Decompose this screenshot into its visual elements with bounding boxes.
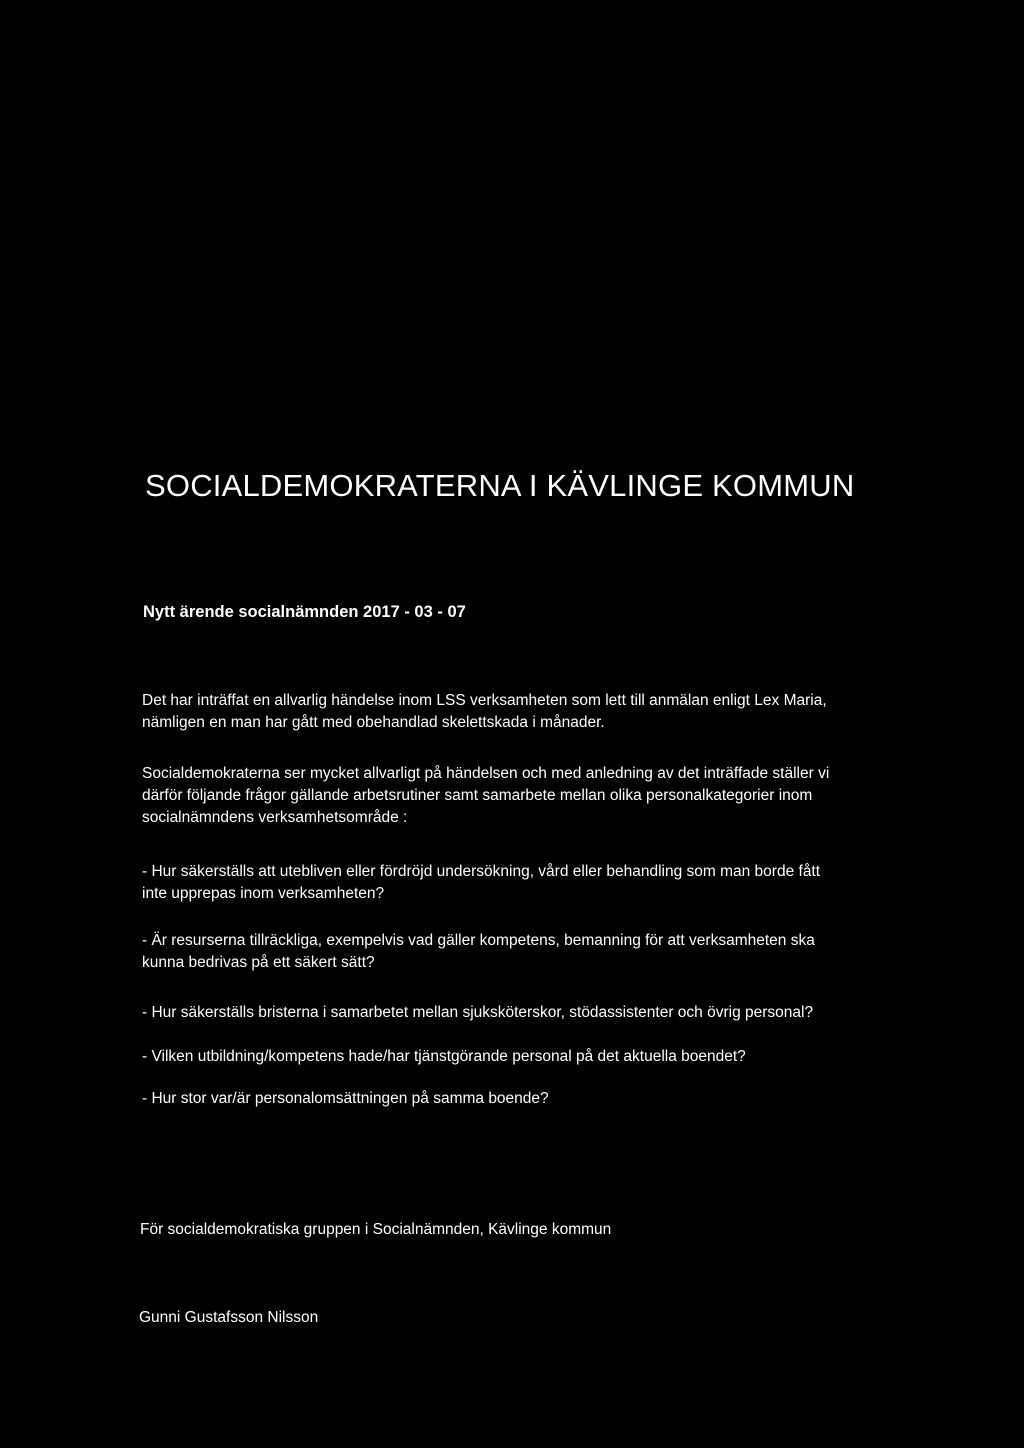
organization-title: SOCIALDEMOKRATERNA I KÄVLINGE KOMMUN xyxy=(145,468,855,503)
question-5 xyxy=(142,1088,922,1110)
incident-paragraph xyxy=(142,690,922,734)
question-line: - Hur säkerställs att utebliven eller fördröjd undersökning, vård eller behandling som man borde fått xyxy=(142,863,821,880)
signature-name: Gunni Gustafsson Nilsson xyxy=(139,1309,319,1326)
paragraph-line: nämligen en man har gått med obehandlad skelettskada i månader. xyxy=(142,714,605,731)
paragraph-line: Det har inträffat en allvarlig händelse inom LSS verksamheten som lett till anmälan enligt Lex Maria, xyxy=(142,692,827,709)
question-line: kunna bedrivas på ett säkert sätt? xyxy=(142,954,375,971)
question-1 xyxy=(142,861,922,905)
subject-line: Nytt ärende socialnämnden 2017 - 03 - 07 xyxy=(143,603,466,621)
question-line: - Är resurserna tillräckliga, exempelvis vad gäller kompetens, bemanning för att verksamheten ska xyxy=(142,932,815,949)
question-line: inte upprepas inom verksamheten? xyxy=(142,885,385,902)
paragraph-line: därför följande frågor gällande arbetsrutiner samt samarbete mellan olika personalkategorier inom xyxy=(142,787,813,804)
question-3 xyxy=(142,1002,922,1024)
question-line: - Hur säkerställs bristerna i samarbetet mellan sjuksköterskor, stödassistenter och övrig personal? xyxy=(142,1004,814,1021)
intro-paragraph xyxy=(142,763,922,829)
paragraph-line: socialnämndens verksamhetsområde : xyxy=(142,809,408,826)
question-line: - Vilken utbildning/kompetens hade/har tjänstgörande personal på det aktuella boendet? xyxy=(142,1048,746,1065)
question-2 xyxy=(142,930,922,974)
paragraph-line: Socialdemokraterna ser mycket allvarligt på händelsen och med anledning av det inträffade ställer vi xyxy=(142,765,830,782)
signature-group: För socialdemokratiska gruppen i Socialnämnden, Kävlinge kommun xyxy=(140,1221,612,1238)
question-line: - Hur stor var/är personalomsättningen på samma boende? xyxy=(142,1090,549,1107)
question-4 xyxy=(142,1046,922,1068)
